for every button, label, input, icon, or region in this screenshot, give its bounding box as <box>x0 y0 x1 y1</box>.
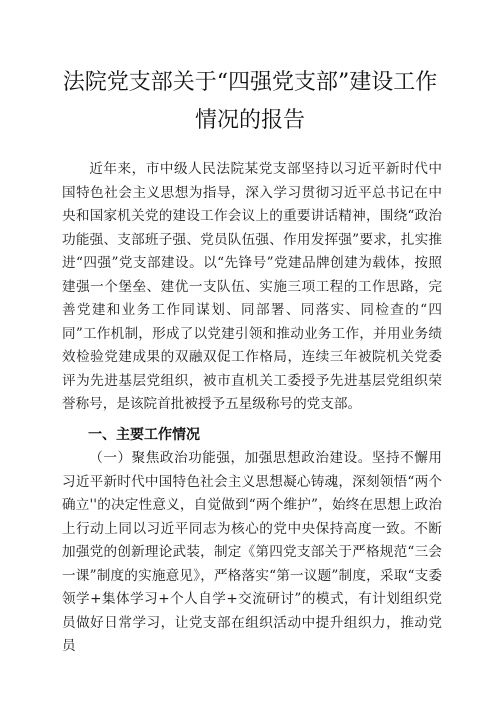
document-title-line-2: 情况的报告 <box>194 108 305 133</box>
intro-paragraph: 近年来，市中级人民法院某党支部坚持以习近平新时代中国特色社会主义思想为指导，深入学习贯彻习近平总书记在中央和国家机关党的建设工作会议上的重要讲话精神，围绕“政治功能强、支部班子强、党员队伍强、作用发挥强”要求，扎实推进“四强”党支部建设。以“先锋号”党建品牌创建为载体，按照建强一个堡垒、建优一支队伍、实施三项工程的工作思路，完善党建和业务工作同谋划、同部署、同落实、同检查的“四同”工作机制，形成了以党建引领和推动业务工作，并用业务绩效检验党建成果的双融双促工作格局，连续三年被院机关党委评为先进基层党组织，被市直机关工委授予先进基层党组织荣誉称号，是该院首批被授予五星级称号的党支部。 <box>62 161 442 412</box>
section-paragraph: （一）聚焦政治功能强，加强思想政治建设。坚持不懈用习近平新时代中国特色社会主义思想凝心铸魂，深刻领悟“两个确立''的决定性意义，自觉做到“两个维护”，始终在思想上政治上行动上同以习近平同志为核心的党中央保持高度一致。不断加强党的创新理论武装，制定《第四党支部关于严格规范“三会一课”制度的实施意见》，严格落实“第一议题”制度，采取“支委领学+集体学习+个人自学+交流研讨”的模式，有计划组织党员做好日常学习，让党支部在组织活动中提升组织力，推动党员 <box>62 450 442 654</box>
document-title-line-1: 法院党支部关于“四强党支部”建设工作 <box>62 70 438 95</box>
section-heading: 一、主要工作情况 <box>88 427 200 443</box>
